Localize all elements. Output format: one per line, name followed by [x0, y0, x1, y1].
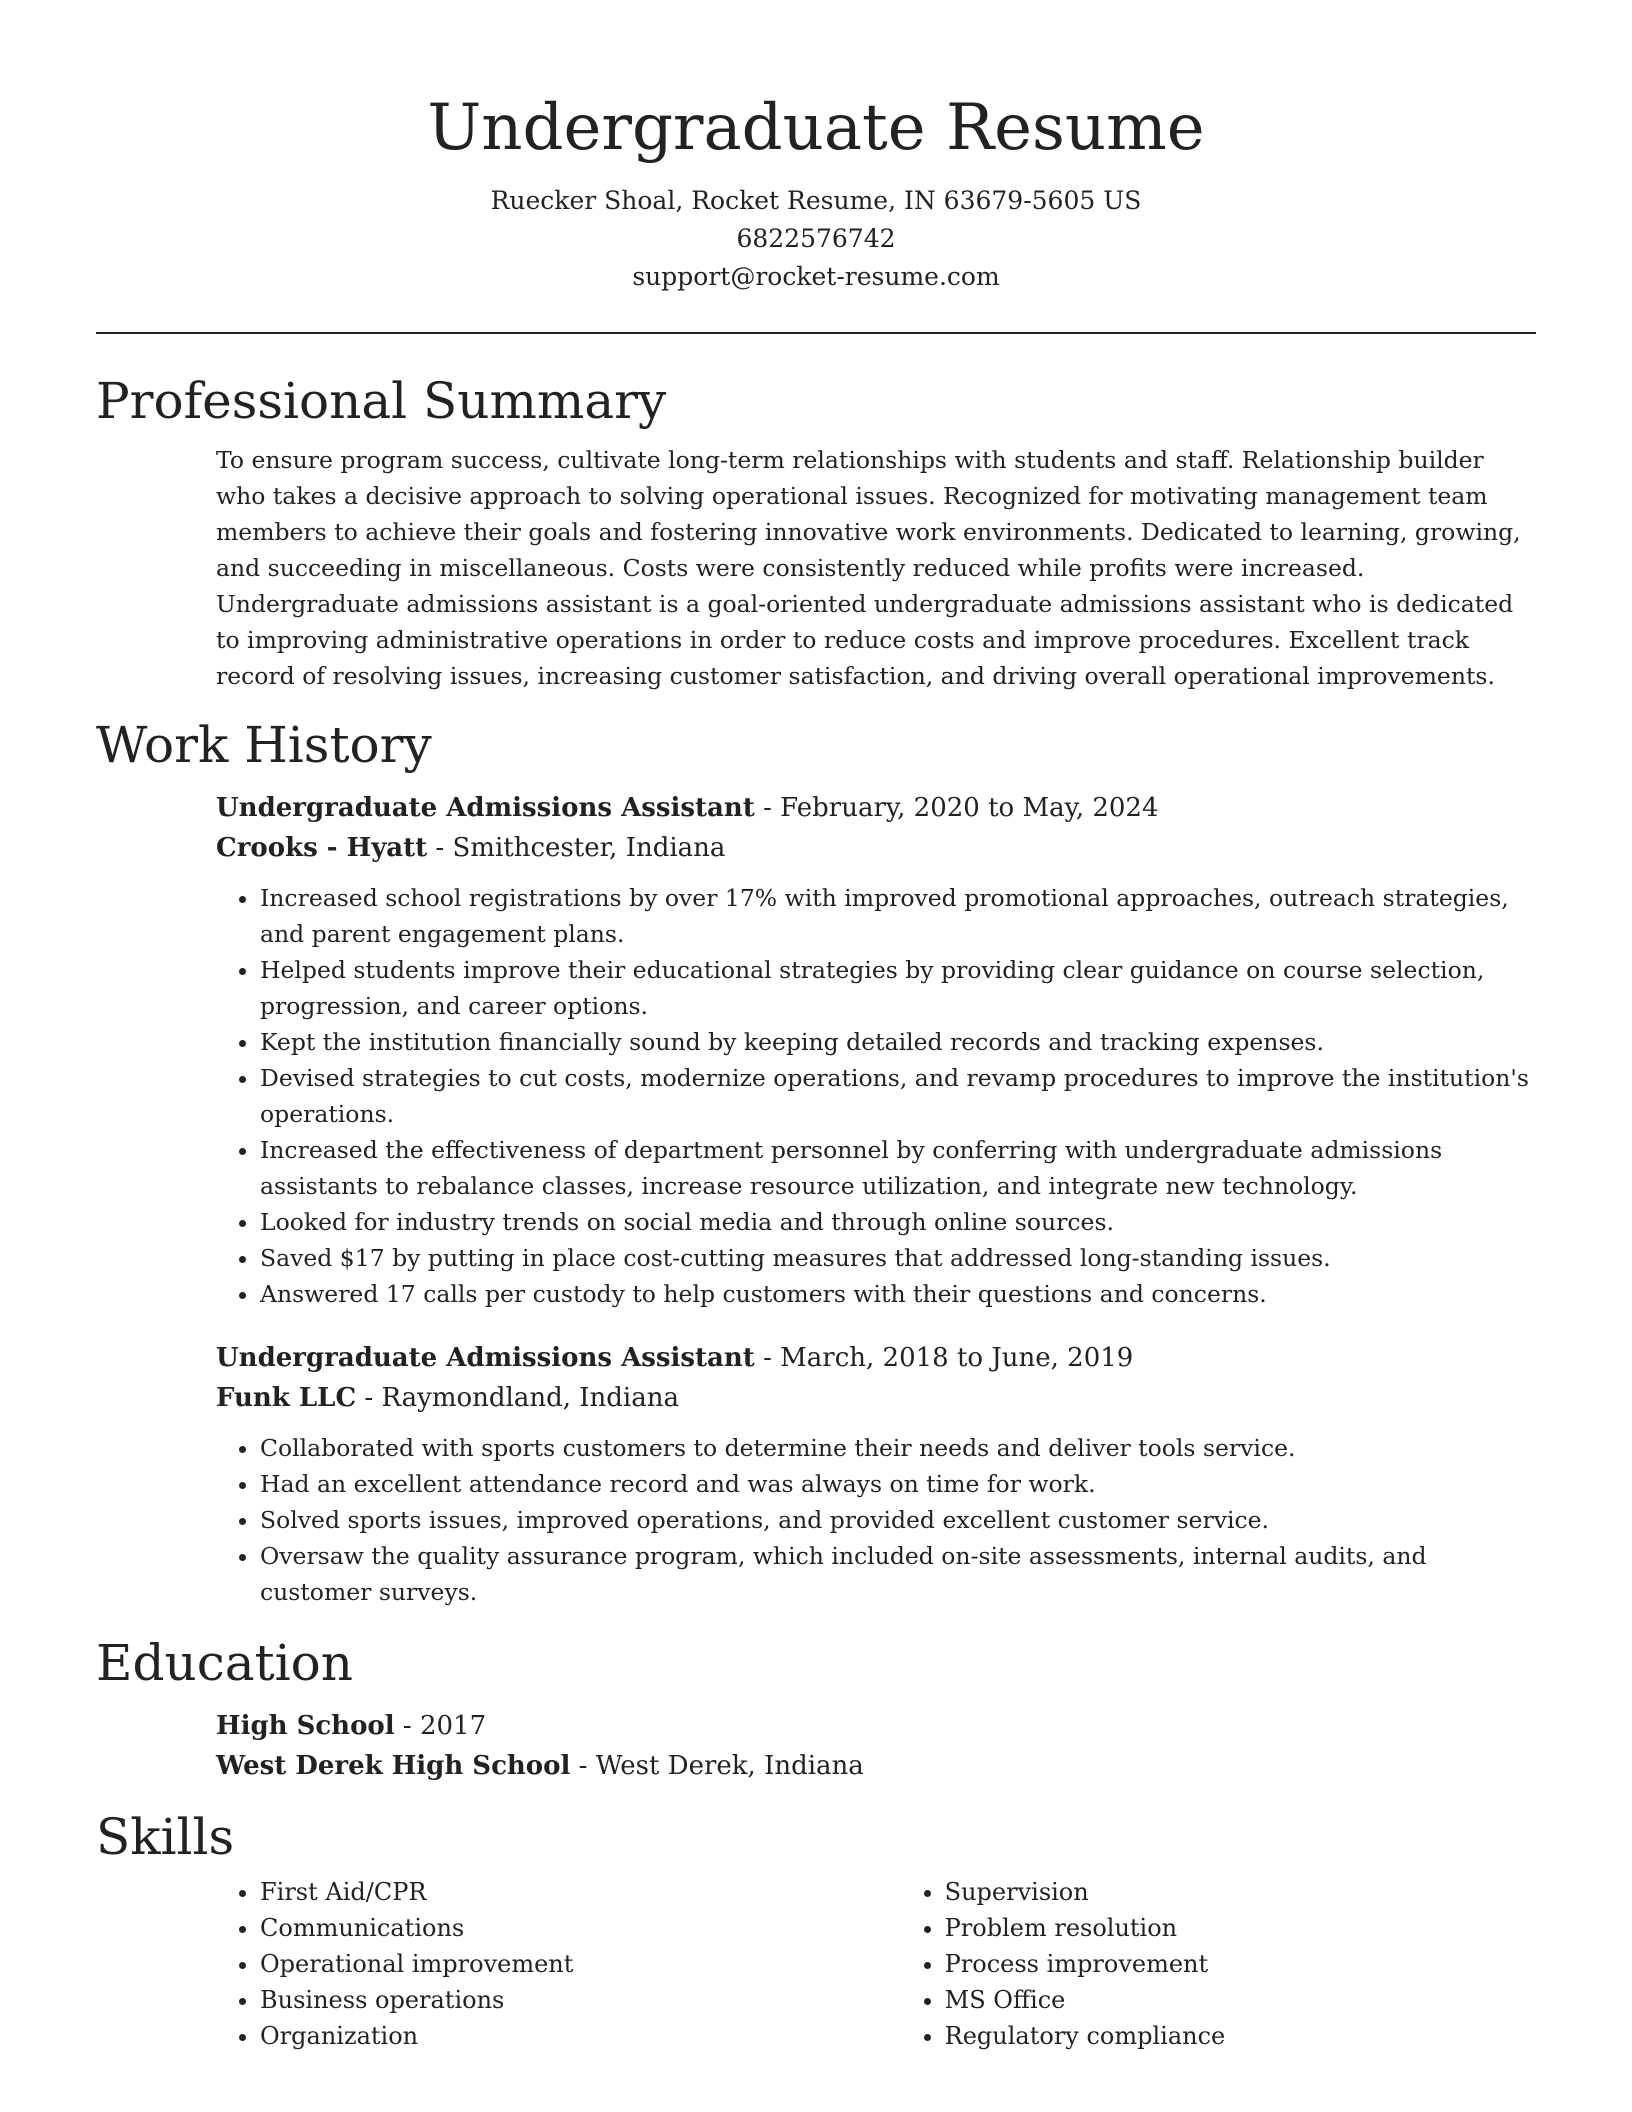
list-item: • Kept the institution financially sound by keeping detailed records and tracking expenses. — [260, 1024, 1536, 1060]
list-item: • Increased school registrations by over 17% with improved promotional approaches, outreach strategies, and parent engagement plans. — [260, 880, 1536, 952]
education-degree: High School — [216, 1711, 395, 1741]
job-title: Undergraduate Admissions Assistant — [216, 1343, 755, 1373]
list-item: • Looked for industry trends on social media and through online sources. — [260, 1204, 1536, 1240]
list-item: • Helped students improve their educational strategies by providing clear guidance on course selection, progression, and career options. — [260, 952, 1536, 1024]
work-history-heading: Work History — [96, 716, 432, 774]
job-entry — [216, 1338, 1536, 1610]
list-item: • Oversaw the quality assurance program, which included on-site assessments, internal audits, and customer surveys. — [260, 1538, 1536, 1610]
resume-header — [0, 0, 1632, 296]
list-item: • First Aid/CPR — [260, 1874, 901, 1910]
contact-email: support@rocket-resume.com — [632, 262, 1000, 291]
contact-address: Ruecker Shoal, Rocket Resume, IN 63679-5605 US — [490, 186, 1142, 215]
list-item: • Had an excellent attendance record and was always on time for work. — [260, 1466, 1536, 1502]
job-title-line — [216, 788, 1536, 828]
list-item: • Regulatory compliance — [945, 2018, 1536, 2054]
list-item: • Devised strategies to cut costs, modernize operations, and revamp procedures to improve the institution's operations. — [260, 1060, 1536, 1132]
list-item: • Answered 17 calls per custody to help customers with their questions and concerns. — [260, 1276, 1536, 1312]
list-item: • Collaborated with sports customers to determine their needs and deliver tools service. — [260, 1430, 1536, 1466]
contact-block — [0, 182, 1632, 296]
list-item: • Increased the effectiveness of department personnel by conferring with undergraduate admissions assistants to rebalance classes, increase resource utilization, and integrate new technology. — [260, 1132, 1536, 1204]
list-item: • Business operations — [260, 1982, 901, 2018]
skills-grid — [216, 1874, 1536, 2054]
list-item: • Solved sports issues, improved operations, and provided excellent customer service. — [260, 1502, 1536, 1538]
education-school-line — [216, 1746, 1536, 1786]
job-employer: Funk LLC — [216, 1383, 357, 1413]
list-item: • Problem resolution — [945, 1910, 1536, 1946]
skills-list-left — [216, 1874, 901, 2054]
list-item: • MS Office — [945, 1982, 1536, 2018]
skills-section — [96, 1804, 1536, 2054]
job-bullets — [216, 1430, 1536, 1610]
job-dates: - March, 2018 to June, 2019 — [754, 1343, 1134, 1373]
job-entry — [216, 788, 1536, 1312]
job-title-line — [216, 1338, 1536, 1378]
summary-section — [96, 368, 1536, 694]
contact-phone: 6822576742 — [736, 224, 896, 253]
education-year: - 2017 — [394, 1711, 487, 1741]
skills-heading: Skills — [96, 1808, 235, 1866]
work-history-section — [96, 712, 1536, 1610]
education-degree-line — [216, 1706, 1536, 1746]
list-item: • Communications — [260, 1910, 901, 1946]
list-item: • Process improvement — [945, 1946, 1536, 1982]
skills-list-right — [901, 1874, 1536, 2054]
summary-heading: Professional Summary — [96, 372, 667, 430]
education-section — [96, 1630, 1536, 1786]
list-item: • Organization — [260, 2018, 901, 2054]
job-title: Undergraduate Admissions Assistant — [216, 793, 755, 823]
job-employer: Crooks - Hyatt — [216, 833, 428, 863]
education-school: West Derek High School — [216, 1751, 571, 1781]
list-item: • Operational improvement — [260, 1946, 901, 1982]
job-employer-line — [216, 1378, 1536, 1418]
education-heading: Education — [96, 1634, 353, 1692]
header-divider — [96, 332, 1536, 334]
job-location: - Raymondland, Indiana — [356, 1383, 679, 1413]
education-location: - West Derek, Indiana — [570, 1751, 864, 1781]
resume-title: Undergraduate Resume — [427, 91, 1205, 165]
job-bullets — [216, 880, 1536, 1312]
job-employer-line — [216, 828, 1536, 868]
summary-text: To ensure program success, cultivate long-term relationships with students and staff. Relationship builder who takes a decisive approach to solving operational issues. Recognized for motivating management team members to achieve their goals and fostering innovative work environments. Dedicated to learning, growing, and succeeding in miscellaneous. Costs were consistently reduced while profits were increased. Undergraduate admissions assistant is a goal-oriented undergraduate admissions assistant who is dedicated to improving administrative operations in order to reduce costs and improve procedures. Excellent track record of resolving issues, increasing customer satisfaction, and driving overall operational improvements. — [216, 446, 1521, 690]
list-item: • Saved $17 by putting in place cost-cutting measures that addressed long-standing issues. — [260, 1240, 1536, 1276]
job-dates: - February, 2020 to May, 2024 — [754, 793, 1159, 823]
list-item: • Supervision — [945, 1874, 1536, 1910]
job-location: - Smithcester, Indiana — [427, 833, 726, 863]
